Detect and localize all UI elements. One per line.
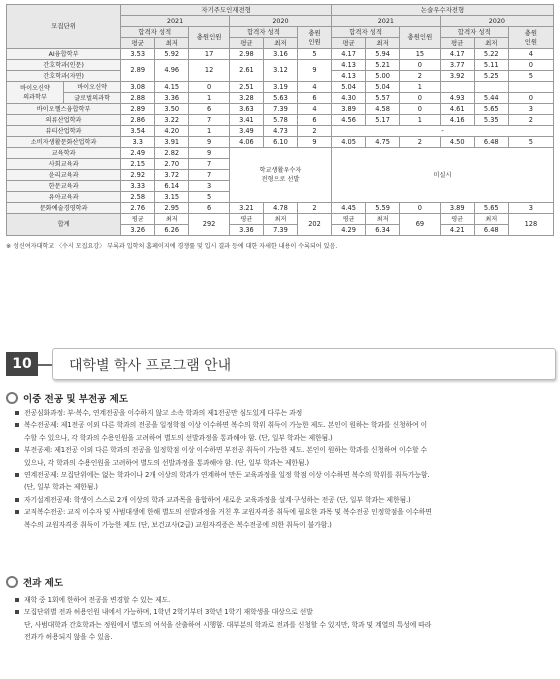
header-score: 합격자 성적: [332, 27, 400, 38]
cell: 1: [189, 126, 230, 137]
header-min: 최저: [263, 38, 297, 49]
cell: 4.45: [332, 203, 366, 214]
cell: 3.49: [229, 126, 263, 137]
cell: 6: [297, 115, 331, 126]
header-recruit: 충원 인원: [297, 27, 331, 49]
cell: 6.14: [155, 181, 189, 192]
cell: [474, 82, 508, 93]
cell: 3.92: [440, 71, 474, 82]
cell: 6.26: [155, 225, 189, 236]
list-item: 복수전공제: 제1전공 이외 다른 학과의 전공을 일정학점 이상 이수하면 복수의 학위 취득이 가능한 제도. 본인이 원하는 학과를 신청하여 이: [14, 419, 554, 431]
dept-name: 글로벌의과학: [64, 93, 121, 104]
cell: 3.22: [155, 115, 189, 126]
dept-name: 바이오신약: [64, 82, 121, 93]
cell: 2.92: [121, 170, 155, 181]
cell: 2.95: [155, 203, 189, 214]
dash-cell: -: [332, 126, 554, 137]
cell: 4.73: [263, 126, 297, 137]
header-avg: 평균: [121, 38, 155, 49]
merged-essay-note: 미실시: [332, 148, 554, 203]
cell: 1: [189, 93, 230, 104]
cell: 3.72: [155, 170, 189, 181]
cell: 6.10: [263, 137, 297, 148]
cell: 6.48: [474, 137, 508, 148]
total-avg-header: 평균: [440, 214, 474, 225]
header-track-self: 자기주도인재전형: [121, 5, 332, 16]
header-year-2020-b: 2020: [440, 16, 553, 27]
cell: 0: [400, 60, 441, 71]
cell: 3.16: [263, 49, 297, 60]
header-avg: 평균: [332, 38, 366, 49]
cell: 5.92: [155, 49, 189, 60]
cell: 1: [400, 82, 441, 93]
cell: 4.58: [366, 104, 400, 115]
cell: 4.75: [366, 137, 400, 148]
cell: 2.82: [155, 148, 189, 159]
cell: 5.04: [332, 82, 366, 93]
list-item: 재학 중 1회에 한하여 전공을 변경할 수 있는 제도.: [14, 594, 554, 606]
cell: 5.21: [366, 60, 400, 71]
cell: 3.15: [155, 192, 189, 203]
table-row: [7, 115, 554, 126]
cell: 4.16: [440, 115, 474, 126]
list-item: 자기설계전공제: 학생이 스스로 2개 이상의 학과 교과목을 융합하여 새로운 교육과정을 설계·구성하는 전공 (단, 일부 학과는 제한됨.): [14, 494, 554, 506]
cell: 2.61: [229, 60, 263, 82]
cell: 2: [297, 126, 331, 137]
cell: 2: [508, 115, 553, 126]
cell: 0: [189, 82, 230, 93]
subsection-title: 이중 전공 및 부전공 제도: [23, 394, 128, 405]
cell: 2.70: [155, 159, 189, 170]
transfer-list: [14, 594, 554, 644]
dept-name: AI융합학부: [7, 49, 121, 60]
subsection-title: 전과 제도: [23, 578, 64, 589]
cell: 0: [400, 93, 441, 104]
cell: 3.26: [121, 225, 155, 236]
list-item: 복수의 교원자격증 취득이 가능한 제도 (단, 보건교사(2급) 교원자격증은 복수전공에 의한 취득이 불가함.): [24, 520, 332, 529]
cell: [440, 82, 474, 93]
cell: 4.20: [155, 126, 189, 137]
cell: 4: [297, 82, 331, 93]
cell: 2.98: [229, 49, 263, 60]
cell: 2.58: [121, 192, 155, 203]
table-total-row: [7, 214, 554, 225]
total-avg-header: 평균: [332, 214, 366, 225]
cell: 3.89: [332, 104, 366, 115]
cell: 4.17: [332, 49, 366, 60]
cell: 3.3: [121, 137, 155, 148]
subsection-transfer: [6, 575, 63, 589]
dept-name: 의류산업학과: [7, 115, 121, 126]
cell: 9: [297, 137, 331, 148]
table-footnote: ※ 성신여자대학교 〈수시 모집요강〉 부록과 입학처 홈페이지에 경쟁률 및 입시 결과 등에 대한 자세한 내용이 수록되어 있음.: [6, 243, 338, 250]
cell: 6.48: [474, 225, 508, 236]
cell: 2: [297, 203, 331, 214]
admission-results-table: [6, 4, 554, 236]
total-label: 합계: [7, 214, 121, 236]
table-row: [7, 60, 554, 71]
cell: 4.50: [440, 137, 474, 148]
cell: 5.65: [474, 104, 508, 115]
header-year-2020-a: 2020: [229, 16, 331, 27]
total-min-header: 최저: [155, 214, 189, 225]
cell: 3.28: [229, 93, 263, 104]
dept-name: 한문교육과: [7, 181, 121, 192]
header-track-essay: 논술우수자전형: [332, 5, 554, 16]
total-min-header: 최저: [263, 214, 297, 225]
dept-name: 간호학과(자연): [7, 71, 121, 82]
table-row: [7, 203, 554, 214]
cell: 9: [189, 137, 230, 148]
header-year-2021-a: 2021: [121, 16, 230, 27]
dept-name: 소비자생활문화산업학과: [7, 137, 121, 148]
cell: 4.13: [332, 60, 366, 71]
cell: 69: [400, 214, 441, 236]
cell: 3.19: [263, 82, 297, 93]
dept-name: 바이오헬스융합학부: [7, 104, 121, 115]
section-title-box: [52, 348, 556, 380]
cell: 5.57: [366, 93, 400, 104]
cell: 0: [508, 93, 553, 104]
list-item: 단, 사범대학과 간호학과는 정원에서 별도의 여석을 산출하여 시행함. 대부분의 학과로 전과를 신청할 수 있지만, 학과 및 계열의 특성에 따라: [24, 620, 432, 629]
dept-name: 사회교육과: [7, 159, 121, 170]
header-recruit: 충원인원: [189, 27, 230, 49]
list-item: 전과가 허용되지 않을 수 있음.: [24, 633, 113, 642]
section-title: 대학별 학사 프로그램 안내: [69, 358, 232, 374]
dept-name: 윤리교육과: [7, 170, 121, 181]
table-row: [7, 82, 554, 93]
section-number: 10: [6, 352, 38, 376]
cell: 3: [508, 203, 553, 214]
admission-results-section: [6, 4, 554, 250]
cell: 2: [400, 71, 441, 82]
cell: 12: [189, 60, 230, 82]
cell: 7: [189, 115, 230, 126]
list-item: 모집단위별 전과 허용인원 내에서 가능하며, 1학년 2학기부터 3학년 1학기 재학생을 대상으로 선발: [14, 606, 554, 618]
table-row: [7, 137, 554, 148]
cell: 4.93: [440, 93, 474, 104]
cell: 2.51: [229, 82, 263, 93]
cell: 4.15: [155, 82, 189, 93]
cell: 4.61: [440, 104, 474, 115]
cell: 2.86: [121, 115, 155, 126]
list-item: (단, 일부 학과는 제한됨.): [24, 483, 98, 492]
table-row: [7, 126, 554, 137]
cell: 128: [508, 214, 553, 236]
header-avg: 평균: [440, 38, 474, 49]
cell: 2.89: [121, 60, 155, 82]
cell: 7.39: [263, 104, 297, 115]
cell: 9: [189, 148, 230, 159]
cell: [508, 82, 553, 93]
cell: 5.35: [474, 115, 508, 126]
cell: 2.88: [121, 93, 155, 104]
header-recruit: 충원 인원: [508, 27, 553, 49]
cell: 3.54: [121, 126, 155, 137]
cell: 0: [508, 60, 553, 71]
cell: 3.50: [155, 104, 189, 115]
list-item: 연계전공제: 모집단위에는 없는 학과이나 2개 이상의 학과가 연계하여 만든 교육과정을 일정 학점 이상 이수하면 복수의 학위를 취득가능함.: [14, 469, 554, 481]
cell: 7.39: [263, 225, 297, 236]
header-recruit: 충원인원: [400, 27, 441, 49]
cell: 3.63: [229, 104, 263, 115]
dept-name: 문화예술경영학과: [7, 203, 121, 214]
cell: 4: [508, 49, 553, 60]
header-avg: 평균: [229, 38, 263, 49]
table-row: [7, 104, 554, 115]
cell: 4.06: [229, 137, 263, 148]
cell: 6.34: [366, 225, 400, 236]
cell: 5.25: [474, 71, 508, 82]
header-score: 합격자 성적: [440, 27, 508, 38]
cell: 5.17: [366, 115, 400, 126]
cell: 0: [400, 203, 441, 214]
cell: 3.41: [229, 115, 263, 126]
header-score: 합격자 성적: [229, 27, 297, 38]
cell: 3.91: [155, 137, 189, 148]
cell: 4.21: [440, 225, 474, 236]
header-min: 최저: [366, 38, 400, 49]
cell: 1: [400, 115, 441, 126]
cell: 4.78: [263, 203, 297, 214]
cell: 3.21: [229, 203, 263, 214]
cell: 2.89: [121, 104, 155, 115]
cell: 6: [189, 203, 230, 214]
cell: 3: [189, 181, 230, 192]
cell: 4.96: [155, 60, 189, 82]
cell: 5: [297, 49, 331, 60]
cell: 3.36: [155, 93, 189, 104]
table-row: [7, 148, 554, 159]
cell: 3.89: [440, 203, 474, 214]
cell: 6: [189, 104, 230, 115]
cell: 5.22: [474, 49, 508, 60]
total-avg-header: 평균: [121, 214, 155, 225]
header-year-2021-b: 2021: [332, 16, 441, 27]
cell: 6: [297, 93, 331, 104]
header-min: 최저: [155, 38, 189, 49]
list-item: 전공심화과정: 부·복수, 연계전공을 이수하지 않고 소속 학과의 제1전공만 심도있게 다루는 과정: [14, 407, 554, 419]
cell: 3.33: [121, 181, 155, 192]
cell: 5: [508, 137, 553, 148]
cell: 5: [508, 71, 553, 82]
dept-name: 뷰티산업학과: [7, 126, 121, 137]
cell: 7: [189, 170, 230, 181]
list-item: 교직복수전공: 교직 이수자 및 사범대생에 한해 별도의 선발과정을 거친 후 교원자격증 취득에 필요한 과목 및 복수전공 인정학점을 이수하면: [14, 506, 554, 518]
cell: 3.08: [121, 82, 155, 93]
header-score: 합격자 성적: [121, 27, 189, 38]
cell: 5.59: [366, 203, 400, 214]
cell: 3.53: [121, 49, 155, 60]
list-item: 수할 수 있으나, 각 학과의 수용인원을 고려하여 별도의 선발과정을 통과해야 함. (단, 일부 학과는 제한됨.): [24, 433, 333, 442]
dept-group-name: 바이오신약 의과학부: [7, 82, 64, 104]
cell: 5.78: [263, 115, 297, 126]
cell: 3.77: [440, 60, 474, 71]
cell: 5.04: [366, 82, 400, 93]
section-header: [6, 346, 554, 382]
section-connector: [38, 364, 52, 366]
cell: 4.13: [332, 71, 366, 82]
cell: 3.36: [229, 225, 263, 236]
cell: 5.00: [366, 71, 400, 82]
cell: 5.44: [474, 93, 508, 104]
cell: 17: [189, 49, 230, 60]
cell: 292: [189, 214, 230, 236]
cell: 4.30: [332, 93, 366, 104]
cell: 7: [189, 159, 230, 170]
cell: 4.05: [332, 137, 366, 148]
dept-name: 간호학과(인문): [7, 60, 121, 71]
list-item: 부전공제: 제1전공 이외 다른 학과의 전공을 일정학점 이상 이수하면 부전공 취득이 가능한 제도. 본인이 원하는 학과를 신청하여 이수할 수: [14, 444, 554, 456]
cell: 2.76: [121, 203, 155, 214]
cell: 3.12: [263, 60, 297, 82]
cell: 5.65: [474, 203, 508, 214]
subsection-double-major: [6, 391, 128, 405]
circle-bullet-icon: [6, 392, 18, 404]
list-item: 있으나, 각 학과의 수용인원을 고려하여 별도의 선발과정을 통과해야 함. (단, 일부 학과는 제한됨.): [24, 458, 309, 467]
table-row: [7, 49, 554, 60]
header-dept: 모집단위: [7, 5, 121, 49]
circle-bullet-icon: [6, 576, 18, 588]
total-min-header: 최저: [366, 214, 400, 225]
header-min: 최저: [474, 38, 508, 49]
cell: 4: [297, 104, 331, 115]
cell: 9: [297, 60, 331, 82]
cell: 5.11: [474, 60, 508, 71]
cell: 0: [400, 104, 441, 115]
cell: 4.56: [332, 115, 366, 126]
table-row: [7, 93, 554, 104]
total-avg-header: 평균: [229, 214, 263, 225]
cell: 5.63: [263, 93, 297, 104]
merged-2020-note: 학교생활우수자 전형으로 선발: [229, 148, 331, 203]
dept-name: 교육학과: [7, 148, 121, 159]
cell: 3: [508, 104, 553, 115]
cell: 202: [297, 214, 331, 236]
cell: 15: [400, 49, 441, 60]
total-min-header: 최저: [474, 214, 508, 225]
cell: 5.94: [366, 49, 400, 60]
dept-name: 유아교육과: [7, 192, 121, 203]
cell: 4.29: [332, 225, 366, 236]
cell: 2.49: [121, 148, 155, 159]
cell: 2.15: [121, 159, 155, 170]
cell: 4.17: [440, 49, 474, 60]
double-major-list: [14, 407, 554, 531]
cell: 5: [189, 192, 230, 203]
cell: 2: [400, 137, 441, 148]
